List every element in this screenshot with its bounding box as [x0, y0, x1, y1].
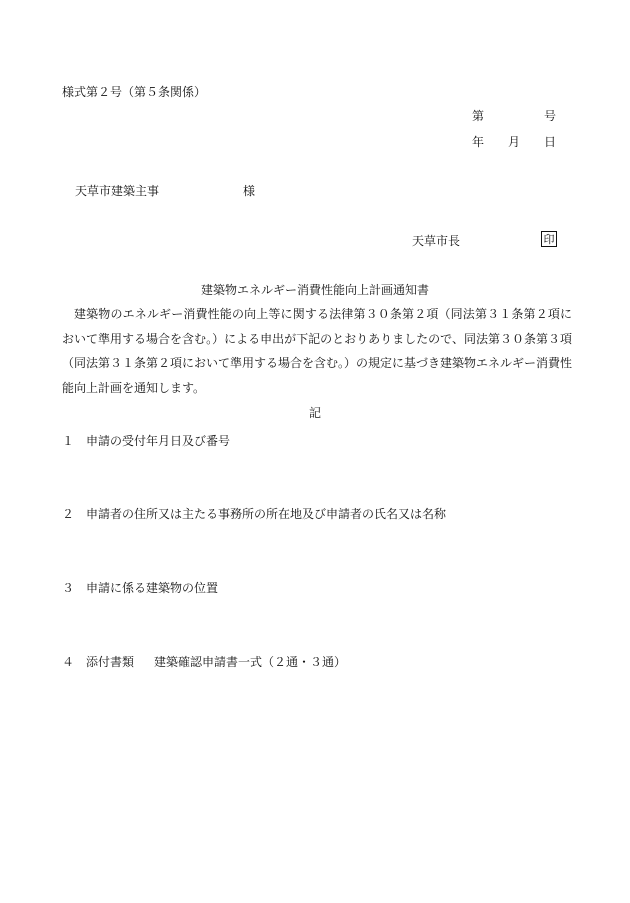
ki-heading: 記	[308, 406, 321, 420]
date-month: 月	[508, 135, 521, 149]
item-number: ２	[62, 507, 75, 521]
recipient-honorific: 様	[243, 184, 256, 198]
item-text: 申請者の住所又は主たる事務所の所在地及び申請者の氏名又は名称	[86, 507, 447, 521]
form-label: 様式第２号（第５条関係）	[62, 85, 207, 99]
item-text: 申請の受付年月日及び番号	[86, 434, 231, 448]
list-item	[62, 656, 346, 668]
body-paragraph: 建築物のエネルギー消費性能の向上等に関する法律第３０条第２項（同法第３１条第２項において準用する場合を含む。）による申出が下記のとおりありましたので、同法第３０条第３項（同法第３１条第２項において準用する場合を含む。）の規定に基づき建築物エネルギー消費性能向上計画を通知します。	[62, 307, 573, 395]
list-item	[62, 582, 218, 594]
seal-mark: 印	[541, 231, 557, 247]
number-suffix: 号	[544, 109, 557, 123]
number-prefix: 第	[472, 109, 485, 123]
item-detail: 建築確認申請書一式（２通・３通）	[154, 655, 347, 669]
list-item	[62, 435, 230, 447]
item-number: ３	[62, 581, 75, 595]
item-text: 添付書類	[86, 655, 135, 669]
date-year: 年	[472, 135, 485, 149]
sender-name: 天草市長	[412, 234, 461, 248]
item-text: 申請に係る建築物の位置	[86, 581, 219, 595]
item-number: １	[62, 434, 75, 448]
item-number: ４	[62, 655, 75, 669]
document-title: 建築物エネルギー消費性能向上計画通知書	[200, 283, 429, 297]
list-item	[62, 508, 446, 520]
recipient-name: 天草市建築主事	[75, 184, 160, 198]
date-day: 日	[544, 135, 557, 149]
